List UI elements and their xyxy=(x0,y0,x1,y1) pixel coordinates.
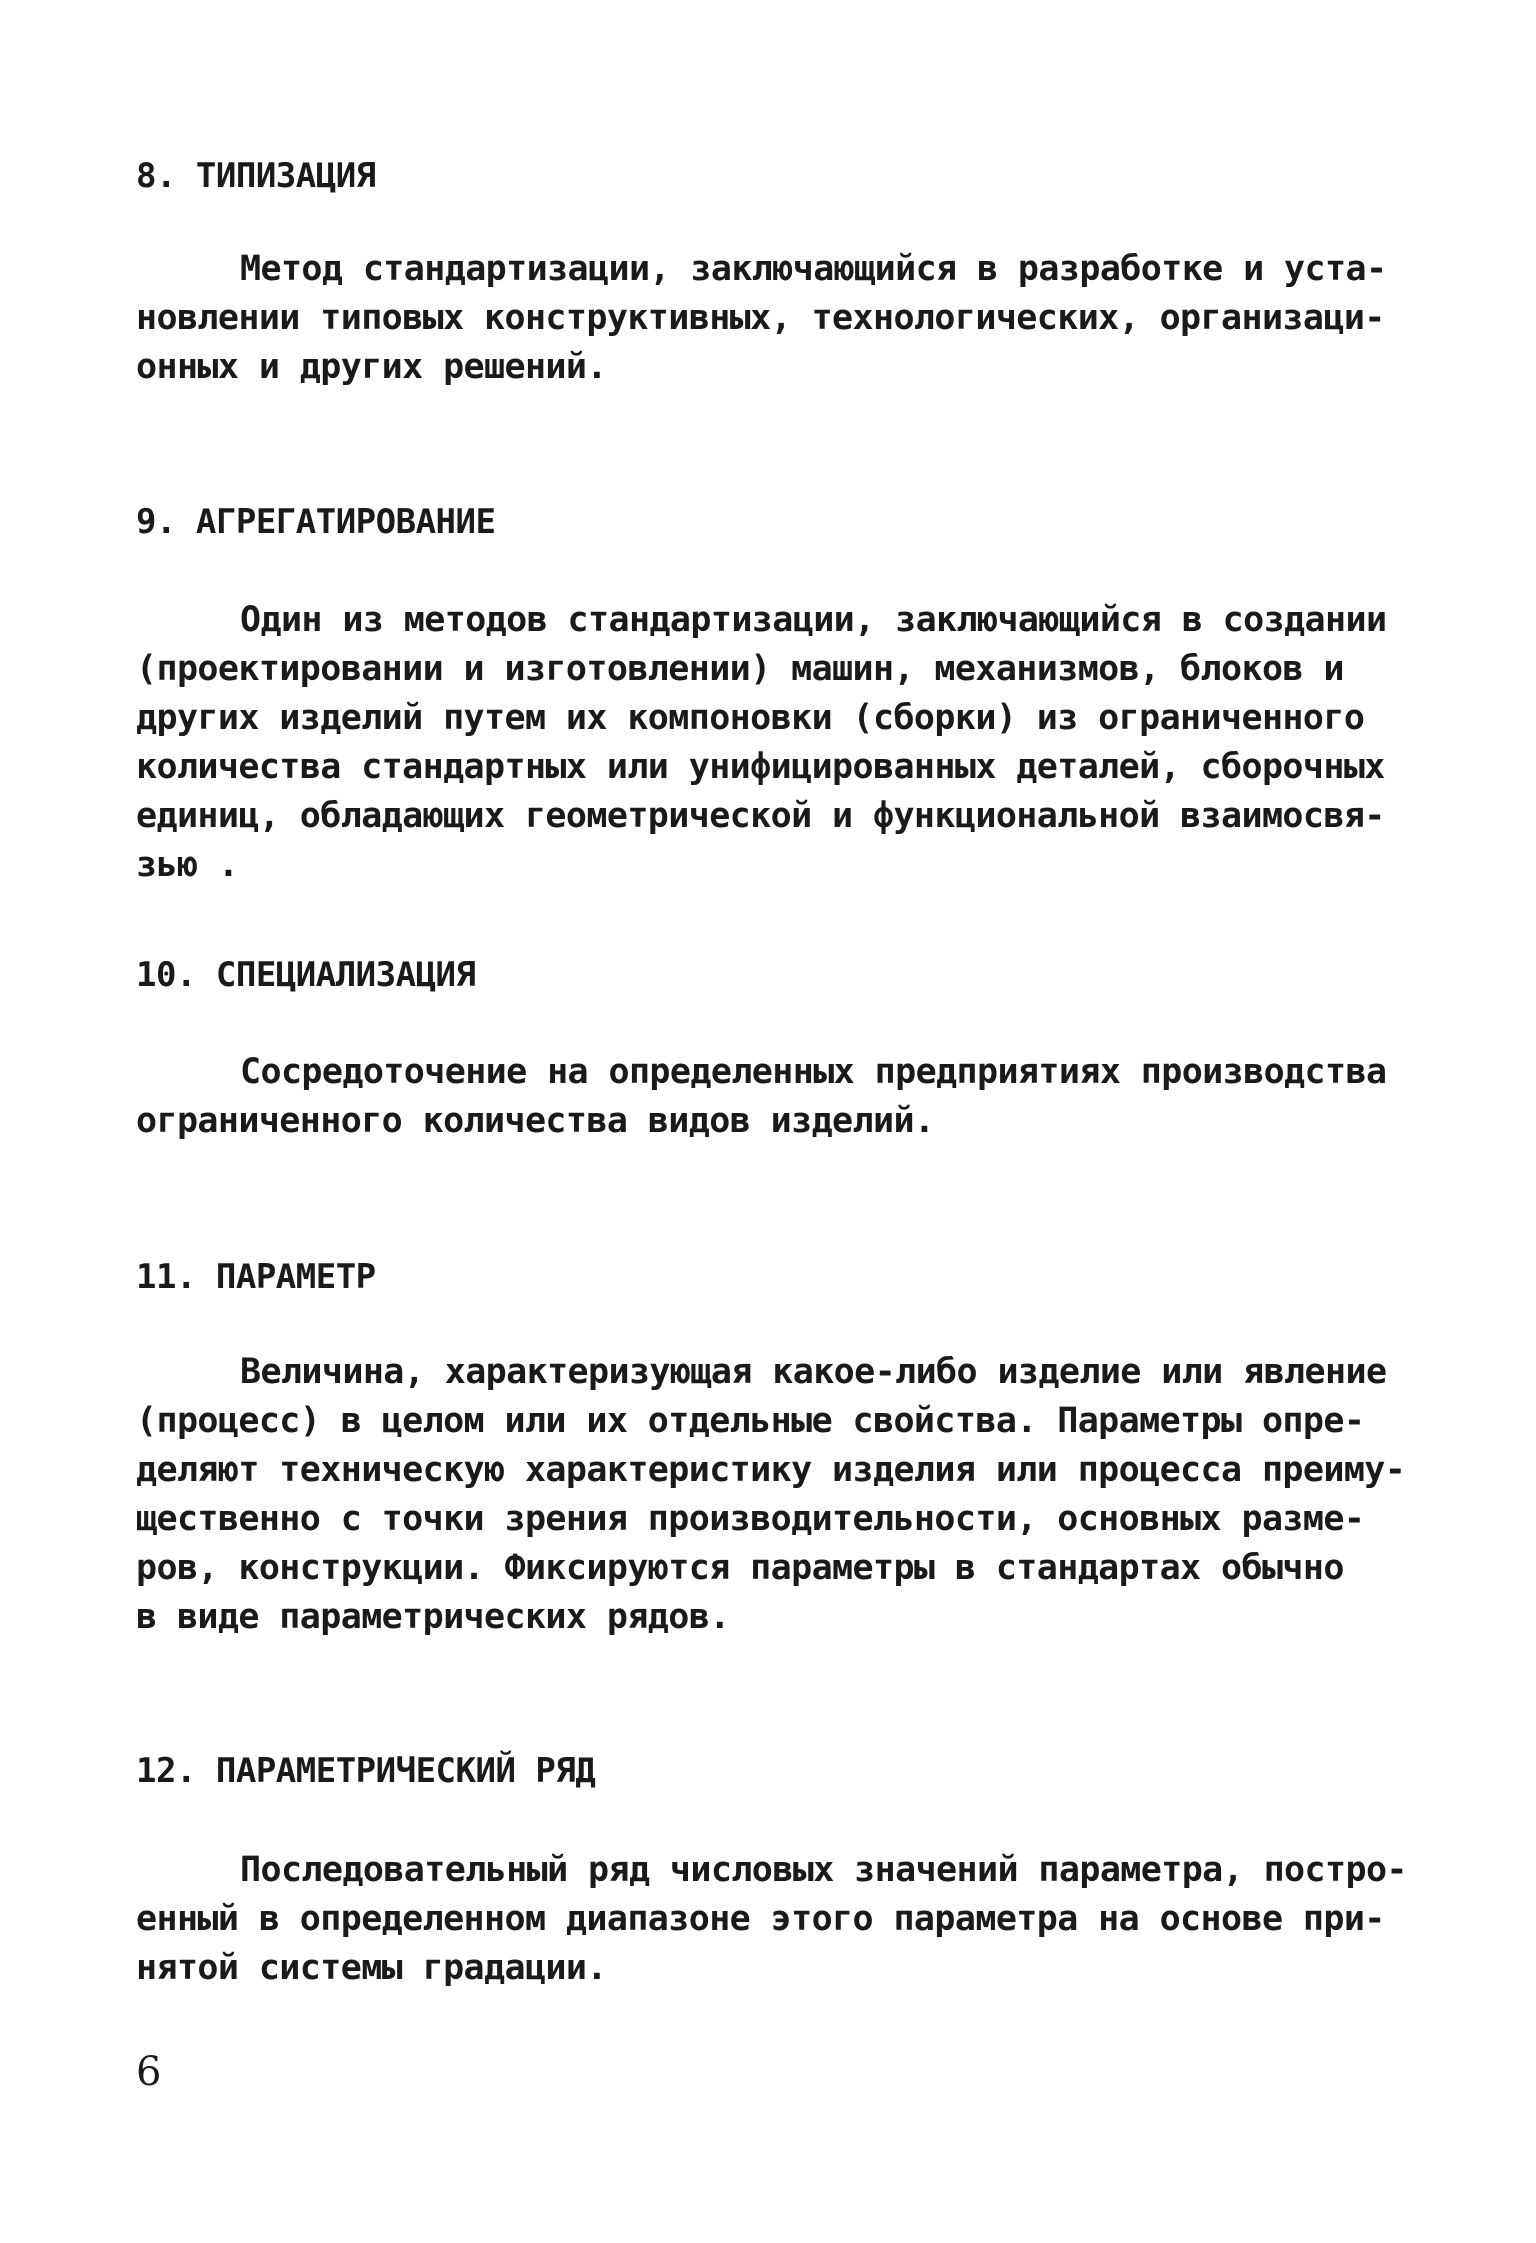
text-line: количества стандартных или унифицированных деталей, сборочных xyxy=(136,747,1385,787)
section-text-parametric-series xyxy=(136,1846,1407,1993)
section-heading-aggregation: 9. АГРЕГАТИРОВАНИЕ xyxy=(136,502,496,542)
text-line: щественно с точки зрения производительности, основных разме- xyxy=(136,1499,1365,1539)
text-line: Один из методов стандартизации, заключающийся в создании xyxy=(240,600,1387,640)
section-text-specialization xyxy=(136,1048,1386,1146)
text-line: единиц, обладающих геометрической и функциональной взаимосвя- xyxy=(136,796,1385,836)
section-text-aggregation xyxy=(136,596,1386,890)
section-text-typization xyxy=(136,245,1386,392)
text-line: (проектировании и изготовлении) машин, механизмов, блоков и xyxy=(136,649,1344,689)
section-heading-typization: 8. ТИПИЗАЦИЯ xyxy=(136,156,376,196)
text-line: Сосредоточение на определенных предприятиях производства xyxy=(240,1052,1387,1092)
text-line: в виде параметрических рядов. xyxy=(136,1597,730,1637)
text-line: Последовательный ряд числовых значений параметра, постро- xyxy=(240,1850,1407,1890)
text-line: зью . xyxy=(136,845,239,885)
text-line: онных и других решений. xyxy=(136,347,607,387)
section-heading-parametric-series: 12. ПАРАМЕТРИЧЕСКИЙ РЯД xyxy=(136,1751,596,1791)
text-line: нятой системы градации. xyxy=(136,1948,607,1988)
text-line: енный в определенном диапазоне этого параметра на основе при- xyxy=(136,1899,1385,1939)
text-line: Метод стандартизации, заключающийся в разработке и уста- xyxy=(240,249,1387,289)
page-number: 6 xyxy=(136,2049,162,2095)
text-line: Величина, характеризующая какое-либо изделие или явление xyxy=(240,1352,1387,1392)
text-line: других изделий путем их компоновки (сборки) из ограниченного xyxy=(136,698,1365,738)
section-heading-specialization: 10. СПЕЦИАЛИЗАЦИЯ xyxy=(136,955,476,995)
section-text-parameter xyxy=(136,1348,1406,1642)
text-line: новлении типовых конструктивных, технологических, организаци- xyxy=(136,298,1385,338)
section-heading-parameter: 11. ПАРАМЕТР xyxy=(136,1257,376,1297)
text-line: ограниченного количества видов изделий. xyxy=(136,1101,935,1141)
text-line: ров, конструкции. Фиксируются параметры в стандартах обычно xyxy=(136,1548,1344,1588)
text-line: (процесс) в целом или их отдельные свойства. Параметры опре- xyxy=(136,1401,1365,1441)
text-line: деляют техническую характеристику изделия или процесса преиму- xyxy=(136,1450,1406,1490)
